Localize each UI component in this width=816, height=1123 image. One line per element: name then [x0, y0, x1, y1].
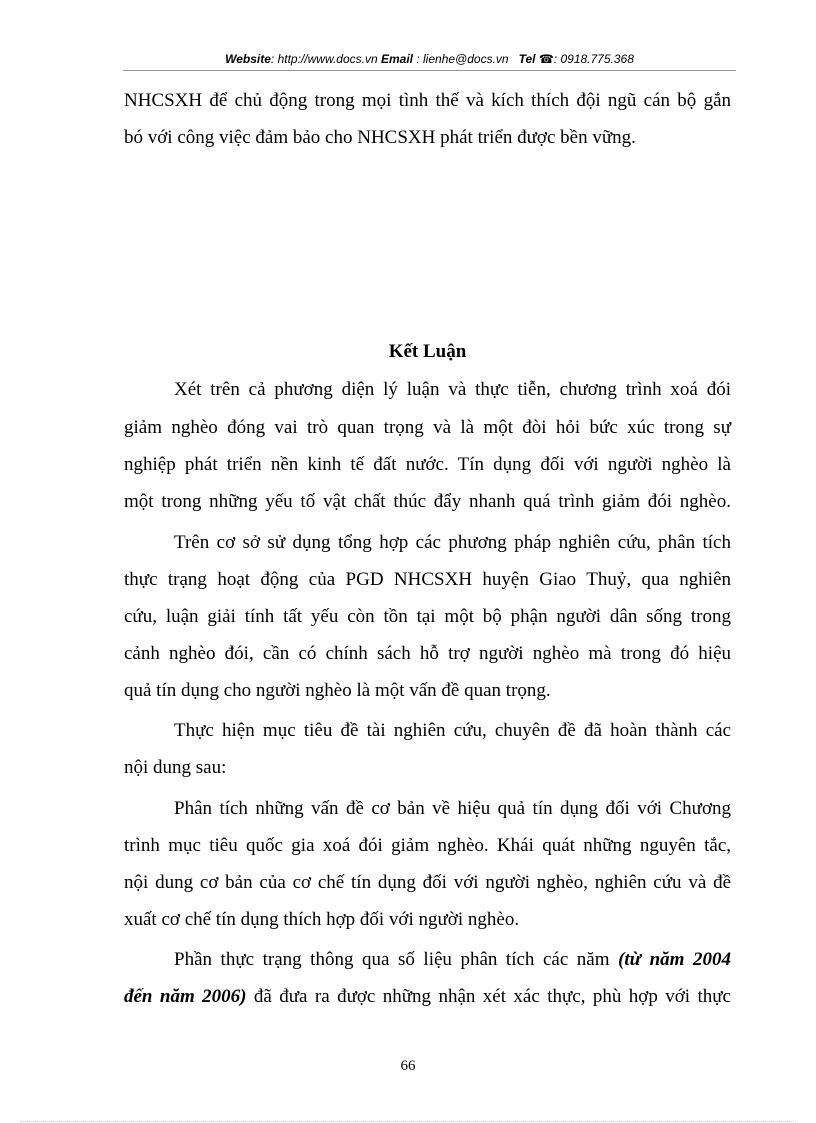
- p5-emphasis-end: đến năm 2006): [124, 986, 247, 1007]
- p1-line-1: Xét trên cả phương diện lý luận và thực tiễn, chương trình xoá đói: [174, 379, 731, 400]
- p2-line-4: cảnh nghèo đói, cần có chính sách hỗ trợ người nghèo mà trong đó hiệu: [124, 643, 731, 664]
- page-bottom-border: [20, 1121, 796, 1122]
- p1-line-3: nghiệp phát triển nền kinh tế đất nước. Tín dụng đối với người nghèo là: [124, 454, 731, 475]
- phone-number: : 0918.775.368: [553, 52, 634, 66]
- page-header: [123, 51, 736, 67]
- p2-line-2: thực trạng hoạt động của PGD NHCSXH huyện Giao Thuỷ, qua nghiên: [124, 569, 731, 590]
- p1-line-4: một trong những yếu tố vật chất thúc đẩy nhanh quá trình giảm đói nghèo.: [124, 491, 731, 512]
- p2-line-3: cứu, luận giải tính tất yếu còn tồn tại một bộ phận người dân sống trong: [124, 606, 731, 627]
- tel-label: Tel: [518, 52, 536, 66]
- p4-line-4: xuất cơ chế tín dụng thích hợp đối với người nghèo.: [124, 909, 520, 930]
- conclusion-title: Kết Luận: [388, 341, 467, 362]
- email-label: Email: [380, 52, 413, 66]
- p4-line-1: Phân tích những vấn đề cơ bản về hiệu quả tín dụng đối với Chương: [174, 798, 731, 819]
- p4-line-2: trình mục tiêu quốc gia xoá đói giảm nghèo. Khái quát những nguyên tắc,: [124, 835, 731, 856]
- p2-line-1: Trên cơ sở sử dụng tổng hợp các phương pháp nghiên cứu, phân tích: [174, 532, 731, 553]
- p1-line-2: giảm nghèo đóng vai trò quan trọng và là một đòi hỏi bức xúc trong sự: [124, 417, 731, 438]
- p5-line-2-text: đã đưa ra được những nhận xét xác thực, phù hợp với thực: [246, 986, 731, 1007]
- p3-line-1: Thực hiện mục tiêu đề tài nghiên cứu, chuyên đề đã hoàn thành các: [174, 720, 731, 741]
- p5-emphasis-start: (từ năm 2004: [618, 949, 731, 970]
- email-address: : lienhe@docs.vn: [416, 52, 509, 66]
- p3-line-2: nội dung sau:: [124, 757, 227, 778]
- p2-line-5: quả tín dụng cho người nghèo là một vấn đề quan trọng.: [124, 680, 551, 701]
- p5-line-2: [124, 985, 731, 1009]
- page-number: 66: [400, 1058, 416, 1074]
- header-divider: [123, 70, 736, 71]
- website-url: : http://www.docs.vn: [270, 52, 378, 66]
- intro-line-1: NHCSXH để chủ động trong mọi tình thế và kích thích đội ngũ cán bộ gắn: [124, 90, 731, 111]
- intro-line-2: bó với công việc đảm bảo cho NHCSXH phát triển được bền vững.: [124, 127, 636, 148]
- p5-line-1: [174, 948, 731, 972]
- p5-line-1-text: Phần thực trạng thông qua số liệu phân tích các năm: [174, 949, 619, 970]
- p4-line-3: nội dung cơ bản của cơ chế tín dụng đối với người nghèo, nghiên cứu và đề: [124, 872, 731, 893]
- phone-icon: ☎: [538, 52, 554, 66]
- website-label: Website: [225, 52, 271, 66]
